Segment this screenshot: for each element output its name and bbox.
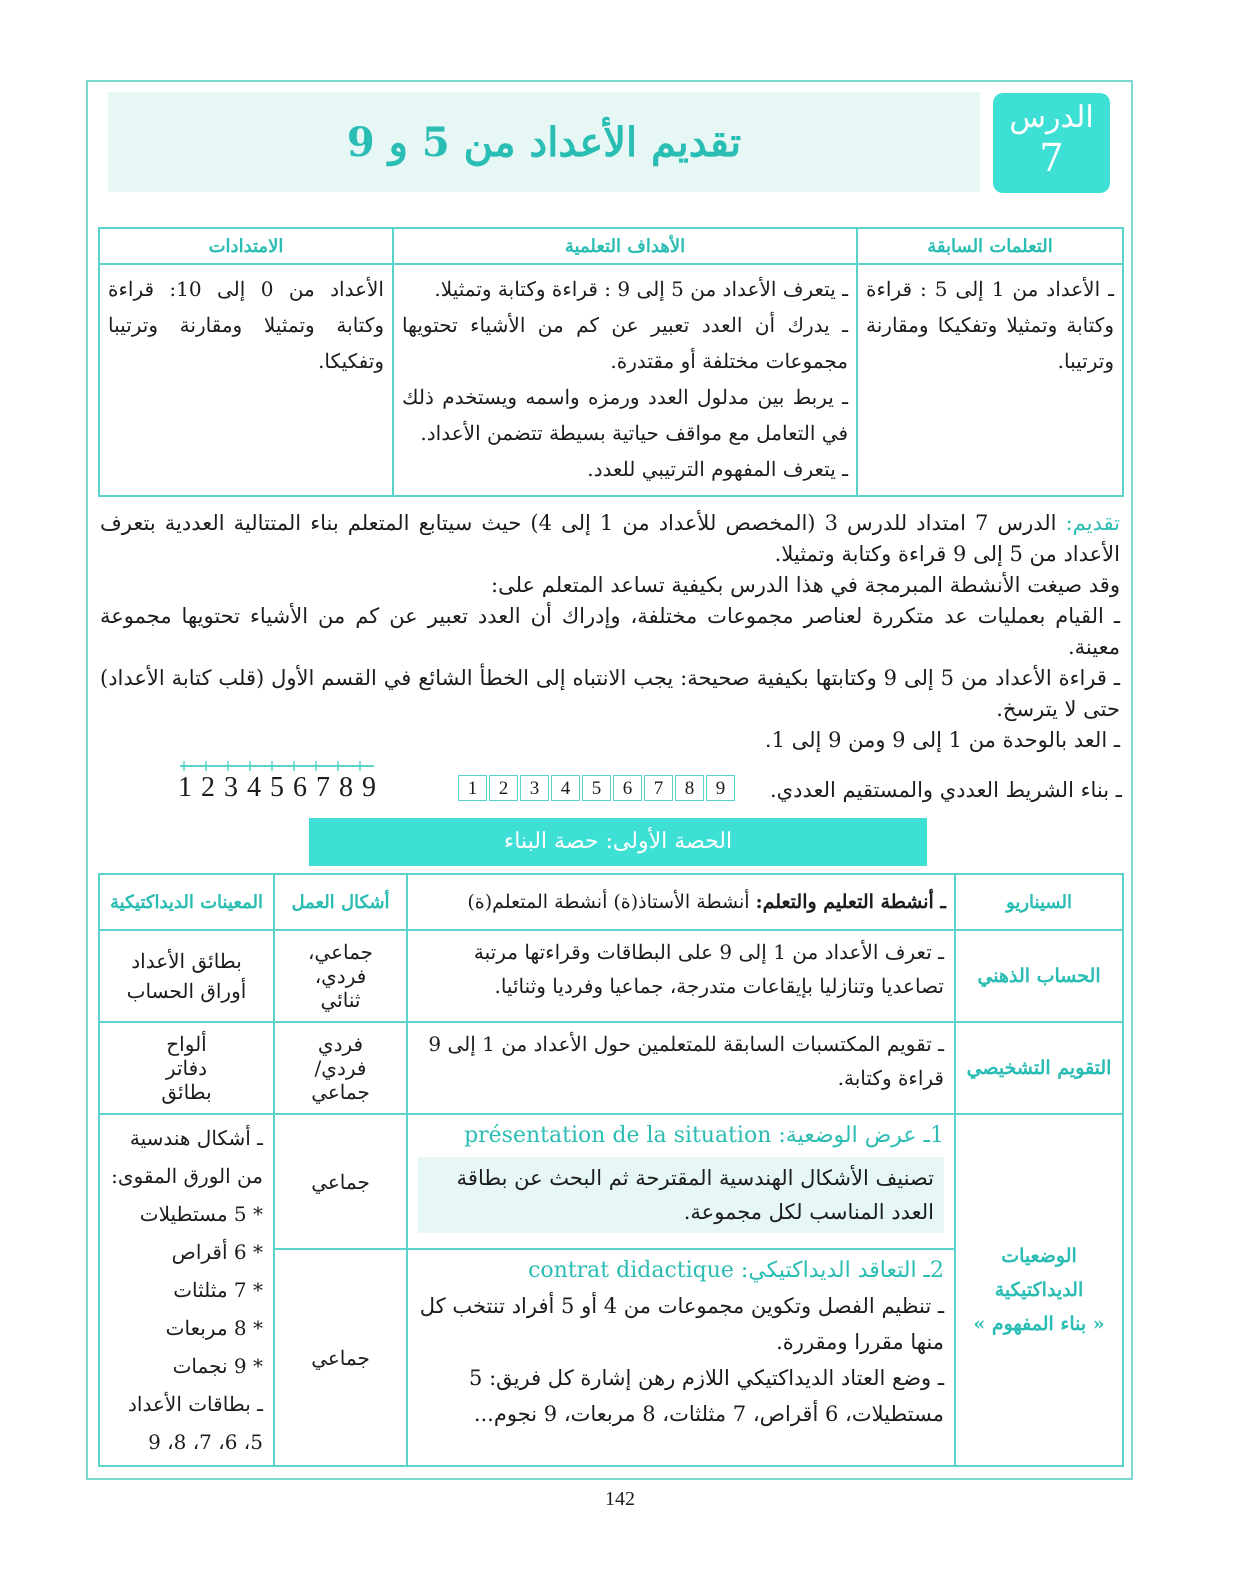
situation-name-line: الوضعيات [1001,1245,1077,1267]
intro-line: ـ القيام بعمليات عد متكررة لعناصر مجموعات مختلفة، وإدراك أن العدد تعبير عن كم من الأشياء تحتويها مجموعة معينة. [100,604,1120,659]
form-item: فردي/ [314,1056,367,1080]
prior-header: التعلمات السابقة [857,228,1123,264]
aid-item: ـ أشكال هندسية [129,1126,263,1150]
activities-header-bold: ـ أنشطة التعليم والتعلم: [755,891,946,913]
strip-cell: 7 [644,775,673,801]
form-item: جماعي [311,1080,370,1104]
strip-cell: 3 [520,775,549,801]
goal-item: ـ يتعرف الأعداد من 5 إلى 9 : قراءة وكتابة وتمثيلا. [434,277,848,301]
strip-cell: 8 [675,775,704,801]
intro-line: ـ قراءة الأعداد من 5 إلى 9 وكتابتها بكيفية صحيحة: يجب الانتباه إلى الخطأ الشائع في القسم الأول (قلب كتابة الأعداد) حتى لا يترسخ. [100,666,1120,721]
objectives-table [98,227,1124,497]
number-strip [458,775,737,801]
contract-line: ـ وضع العتاد الديداكتيكي اللازم رهن إشارة كل فريق: 5 مستطيلات، 6 أقراص، 7 مثلثات، 8 مربعات، 9 نجوم... [469,1366,944,1427]
aids-header: المعينات الديداكتيكية [99,874,274,930]
contract-line: ـ تنظيم الفصل وتكوين مجموعات من 4 أو 5 أفراد تنتخب كل منها مقررا ومقررة. [419,1294,944,1355]
number-line-digits: 1 2 3 4 5 6 7 8 9 [178,772,377,803]
aid-item: * 5 مستطيلات [139,1202,263,1226]
extensions-header: الامتدادات [99,228,393,264]
row-activity: ـ تعرف الأعداد من 1 إلى 9 على البطاقات وقراءتها مرتبة تصاعديا وتنازليا بإيقاعات متدرجة، جماعيا وفرديا وثنائيا. [407,930,955,1022]
extensions-cell: الأعداد من 0 إلى 10: قراءة وكتابة وتمثيلا ومقارنة وترتيبا وتفكيكا. [99,264,393,496]
goal-item: ـ يتعرف المفهوم الترتيبي للعدد. [587,457,848,481]
sub-heading: 1ـ عرض الوضعية: présentation de la situation [464,1123,944,1148]
situation-name-line: « بناء المفهوم » [973,1313,1105,1335]
prior-cell: ـ الأعداد من 1 إلى 5 : قراءة وكتابة وتمثيلا وتفكيكا ومقارنة وترتيبا. [857,264,1123,496]
scenario-header: السيناريو [955,874,1123,930]
aid-item: دفاتر [165,1056,208,1080]
activities-header [407,874,955,930]
situation-name [955,1114,1123,1466]
form-item: فردي [317,1032,364,1056]
intro-label: تقديم: [1065,511,1120,535]
goals-cell [393,264,857,496]
forms-header: أشكال العمل [274,874,407,930]
goal-item: ـ يربط بين مدلول العدد ورمزه واسمه ويستخدم ذلك في التعامل مع مواقف حياتية بسيطة تتضمن الأعداد. [402,385,848,445]
strip-cell: 2 [489,775,518,801]
intro-paragraph [100,508,1120,570]
aid-item: من الورق المقوى: [111,1164,263,1188]
strip-cell: 6 [613,775,642,801]
lesson-title: تقديم الأعداد من 5 و 9 [346,118,742,166]
intro-text: الدرس 7 امتداد للدرس 3 (المخصص للأعداد من 1 إلى 4) حيث سيتابع المتعلم بناء المتتالية العددية بتعرف الأعداد من 5 إلى 9 قراءة وكتابة وتمثيلا. [100,511,1120,566]
situation-box: تصنيف الأشكال الهندسية المقترحة ثم البحث عن بطاقة العدد المناسب لكل مجموعة. [418,1157,944,1233]
page-number: 142 [605,1488,635,1510]
strip-cell: 5 [582,775,611,801]
activities-table [98,873,1124,1467]
aid-item: بطائق [161,1080,212,1104]
aid-item: ألواح [166,1032,207,1056]
row-forms [274,930,407,1022]
strip-line: ـ بناء الشريط العددي والمستقيم العددي. [770,778,1122,802]
goals-header: الأهداف التعلمية [393,228,857,264]
aid-item: * 9 نجمات [172,1354,263,1378]
lesson-badge [993,93,1110,193]
situation-name-line: الديداكتيكية [994,1279,1084,1301]
intro-section [100,508,1120,756]
sub-heading: 2ـ التعاقد الديداكتيكي: contrat didactique [528,1258,944,1284]
goal-item: ـ يدرك أن العدد تعبير عن كم من الأشياء تحتويها مجموعات مختلفة أو مقتدرة. [402,313,848,373]
form-item: ثنائي [320,988,361,1012]
aid-item: * 6 أقراص [171,1240,263,1264]
activities-header-rest: أنشطة الأستاذ(ة) أنشطة المتعلم(ة) [467,891,756,913]
row-name: التقويم التشخيصي [955,1022,1123,1114]
strip-cell: 9 [706,775,735,801]
row-aids [99,1022,274,1114]
situation-presentation [407,1114,955,1249]
row-name: الحساب الذهني [955,930,1123,1022]
lesson-word: الدرس [1009,100,1094,135]
strip-cell: 1 [458,775,487,801]
aid-item: * 7 مثلثات [173,1278,263,1302]
intro-line: وقد صيغت الأنشطة المبرمجة في هذا الدرس بكيفية تساعد المتعلم على: [491,573,1120,597]
row-forms: جماعي [274,1114,407,1249]
intro-line: ـ العد بالوحدة من 1 إلى 9 ومن 9 إلى 1. [764,728,1120,752]
row-aids [99,930,274,1022]
aid-item: بطائق الأعداد [131,949,242,973]
aid-item: * 8 مربعات [165,1316,263,1340]
lesson-number: 7 [1039,136,1064,180]
aid-item: ـ بطاقات الأعداد [128,1392,263,1416]
row-activity: ـ تقويم المكتسبات السابقة للمتعلمين حول الأعداد من 1 إلى 9 قراءة وكتابة. [407,1022,955,1114]
form-item: فردي، [314,964,367,988]
aid-item: 5، 6، 7، 8، 9 [148,1430,263,1454]
situation-contract [407,1249,955,1466]
session-banner: الحصة الأولى: حصة البناء [309,818,927,866]
aid-item: أوراق الحساب [126,979,247,1003]
row-forms: جماعي [274,1249,407,1466]
row-forms [274,1022,407,1114]
situation-aids [99,1114,274,1466]
form-item: جماعي، [307,940,374,964]
strip-cell: 4 [551,775,580,801]
